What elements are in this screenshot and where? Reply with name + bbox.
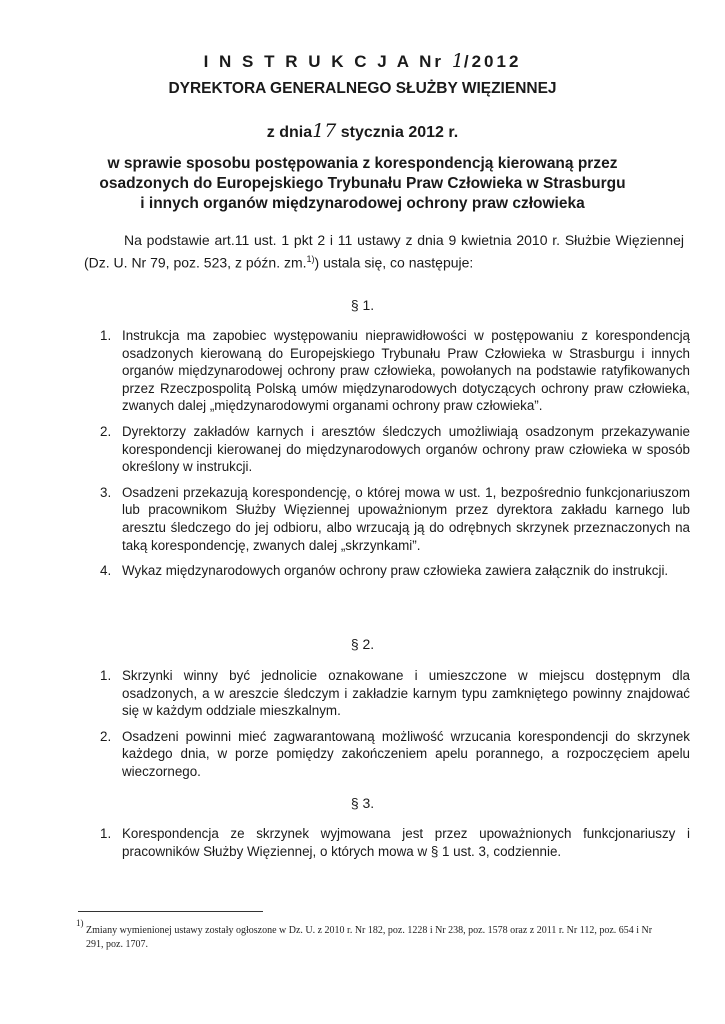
document-date	[0, 120, 725, 142]
item-number: 4.	[100, 563, 112, 579]
legal-basis-text-end: ) ustala się, co następuje:	[314, 254, 474, 271]
issuer-title: DYREKTORA GENERALNEGO SŁUŻBY WIĘZIENNEJ	[168, 80, 557, 97]
date-suffix: stycznia 2012 r.	[336, 124, 459, 141]
item-number: 3.	[100, 484, 112, 500]
legal-basis-text: Na podstawie art.11 ust. 1 pkt 2 i 11 ustawy z dnia 9 kwietnia 2010 r. Służbie Więziennej (Dz. U. Nr 79, poz. 523, z późn. zm.	[84, 232, 684, 271]
item-number: 1.	[100, 668, 112, 683]
list-item	[100, 667, 690, 720]
subject-line: osadzonych do Europejskiego Trybunału Praw Człowieka w Strasburgu	[99, 175, 626, 192]
footnote-text: Zmiany wymienionej ustawy zostały ogłoszone w Dz. U. z 2010 r. Nr 182, poz. 1228 i Nr 238, poz. 1578 oraz z 2011 r. Nr 112, poz. 654 i Nr 291, poz. 1707.	[86, 925, 653, 950]
title-suffix: /2012	[463, 52, 522, 71]
list-item	[100, 327, 690, 415]
instruction-title	[0, 50, 725, 72]
legal-basis-paragraph	[84, 231, 684, 273]
item-number: 2.	[100, 728, 112, 744]
list-item	[100, 728, 690, 781]
document-subject	[0, 154, 725, 214]
item-text: Instrukcja ma zapobiec występowaniu nieprawidłowości w postępowaniu z korespondencją osadzonych kierowaną do Europejskiego Trybunału Praw Człowieka w Strasburgu i innych organów międzynarodowej ochrony praw człowieka, powołanych na podstawie ratyfikowanych przez Rzeczpospolitą Polską umów międzynarodowych dotyczących ochrony praw człowieka, zwanych dalej „międzynarodowymi organami ochrony praw człowieka”.	[122, 328, 690, 414]
date-prefix: z dnia	[266, 124, 313, 141]
section-2-list	[100, 667, 690, 789]
title-prefix: I N S T R U K C J A Nr	[203, 52, 445, 71]
item-text: Wykaz międzynarodowych organów ochrony praw człowieka zawiera załącznik do instrukcji.	[122, 563, 669, 579]
item-text: Korespondencja ze skrzynek wyjmowana jest przez upoważnionych funkcjonariuszy i pracowników Służby Więziennej, o których mowa w § 1 ust. 3, codziennie.	[122, 826, 690, 859]
item-text: Osadzeni powinni mieć zagwarantowaną możliwość wrzucania korespondencji do skrzynek każdego dnia, w porze pomiędzy zakończeniem apelu porannego, a rozpoczęciem apelu wieczornego.	[122, 728, 690, 779]
footnote-divider	[78, 911, 263, 912]
list-item	[100, 484, 690, 554]
item-number: 1.	[100, 826, 112, 841]
item-number: 1.	[100, 328, 112, 343]
section-heading-3: § 3.	[350, 795, 375, 811]
handwritten-number: 1	[451, 50, 464, 72]
list-item	[100, 423, 690, 476]
item-text: Osadzeni przekazują korespondencję, o której mowa w ust. 1, bezpośrednio funkcjonariuszom lub pracownikom Służby Więziennej upoważnionym przez dyrektora zakładu karnego lub aresztu śledczego do jej odbioru, albo wrzucają ją do odrębnych skrzynek przeznaczonych na taką korespondencję, zwanych dalej „skrzynkami”.	[122, 484, 690, 553]
subject-line: w sprawie sposobu postępowania z korespondencją kierowaną przez	[107, 155, 618, 172]
list-item	[100, 825, 690, 860]
footnote	[76, 916, 656, 952]
footnote-marker: 1)	[76, 918, 84, 928]
subject-line: i innych organów międzynarodowej ochrony praw człowieka	[140, 195, 585, 212]
footnote-reference: 1)	[306, 254, 315, 264]
section-heading-1: § 1.	[350, 297, 375, 313]
section-heading-2: § 2.	[350, 636, 375, 652]
item-text: Dyrektorzy zakładów karnych i aresztów śledczych umożliwiają osadzonym przekazywanie korespondencji kierowanej do międzynarodowych organów ochrony praw człowieka w sposób określony w instrukcji.	[122, 423, 690, 475]
list-item	[100, 562, 690, 580]
item-number: 2.	[100, 423, 112, 439]
section-1-list	[100, 327, 690, 588]
section-3-list	[100, 825, 690, 868]
item-text: Skrzynki winny być jednolicie oznakowane i umieszczone w miejscu dostępnym dla osadzonych, a w areszcie śledczym i zakładzie karnym typu zamkniętego powinny znajdować się w każdym oddziale mieszkalnym.	[122, 668, 690, 719]
handwritten-day: 17	[312, 120, 337, 142]
